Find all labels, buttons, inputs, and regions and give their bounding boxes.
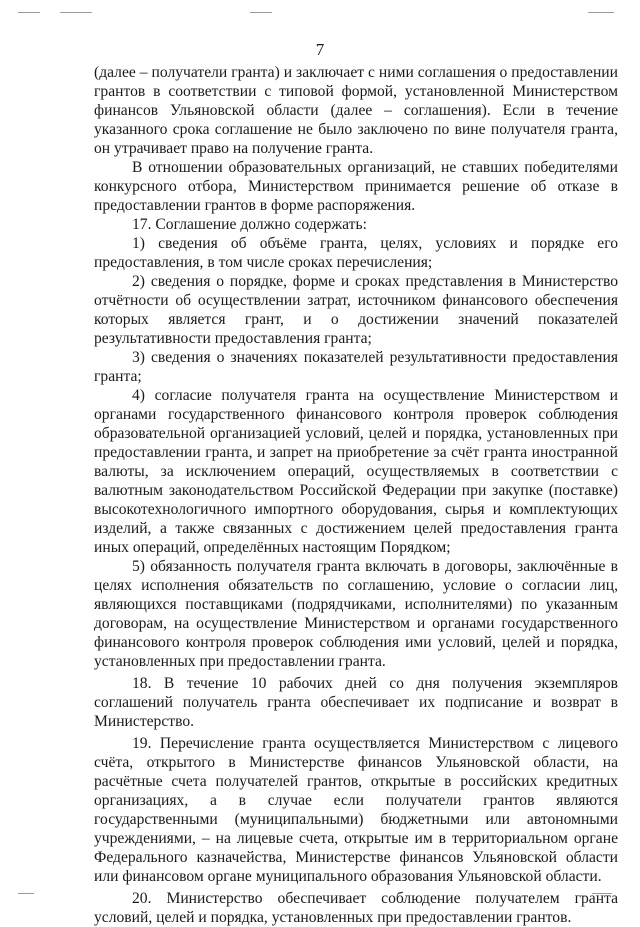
paragraph-refusal: В отношении образовательных организаций, не ставших победителями конкурсного отбора, Министерством принимается решение об отказе в предоставлении грантов в форме распоряжения. (94, 159, 618, 214)
paragraph-17-item-2: 2) сведения о порядке, форме и сроках представления в Министерство отчётности об осуществлении затрат, источником финансового обеспечения которых является грант, и о достижении значений показателей результативности предоставления гранта; (94, 273, 618, 347)
scan-artifact-top-left (18, 12, 40, 13)
paragraph-17-item-1: 1) сведения об объёме гранта, целях, условиях и порядке его предоставления, в том числе сроках перечисления; (94, 235, 618, 271)
paragraph-17-item-3: 3) сведения о значениях показателей результативности предоставления гранта; (94, 349, 618, 385)
paragraph-17: 17. Соглашение должно содержать: (132, 216, 367, 233)
page-number: 7 (315, 40, 325, 59)
paragraph-19: 19. Перечисление гранта осуществляется Министерством с лицевого счёта, открытого в Министерстве финансов Ульяновской области, на расчётные счета получателей грантов, открытые в российских кредитных организациях, а в случае если получатели грантов являются государственными (муниципальными) бюджетными или автономными учреждениями, – на лицевые счета, открытые им в территориальном органе Федерального казначейства, Министерстве финансов Ульяновской области или финансовом органе муниципального образования Ульяновской области. (94, 735, 618, 885)
paragraph-20: 20. Министерство обеспечивает соблюдение получателем гранта условий, целей и порядка, установленных при предоставлении грантов. (94, 890, 618, 926)
scan-artifact-top-center (250, 12, 272, 13)
scan-artifact-top-right (588, 12, 614, 13)
paragraph-17-item-4: 4) согласие получателя гранта на осуществление Министерством и органами государственного финансового контроля проверок соблюдения образовательной организацией условий, целей и порядка, установленных при предоставлении гранта, и запрет на приобретение за счёт гранта иностранной валюты, за исключением операций, осуществляемых в соответствии с валютным законодательством Российской Федерации при закупке (поставке) высокотехнологичного импортного оборудования, сырья и комплектующих изделий, а также связанных с достижением целей предоставления гранта иных операций, определённых настоящим Порядком; (94, 387, 618, 556)
document-body (94, 63, 618, 927)
paragraph-18: 18. В течение 10 рабочих дней со дня получения экземпляров соглашений получатель гранта обеспечивает их подписание и возврат в Министерство. (94, 675, 618, 730)
scan-artifact-bottom-left (18, 893, 34, 894)
scan-artifact-top-mid (60, 12, 92, 13)
paragraph-17-item-5: 5) обязанность получателя гранта включать в договоры, заключённые в целях исполнения обязательств по соглашению, условие о согласии лиц, являющихся поставщиками (подрядчиками, исполнителями) по указанным договорам, на осуществление Министерством и органами государственного финансового контроля проверок соблюдения ими условий, целей и порядка, установленных при предоставлении гранта. (94, 558, 618, 670)
paragraph-continuation: (далее – получатели гранта) и заключает с ними соглашения о предоставлении грантов в соответствии с типовой формой, установленной Министерством финансов Ульяновской области (далее – соглашения). Если в течение указанного срока соглашение не было заключено по вине получателя гранта, он утрачивает право на получение гранта. (94, 64, 618, 157)
